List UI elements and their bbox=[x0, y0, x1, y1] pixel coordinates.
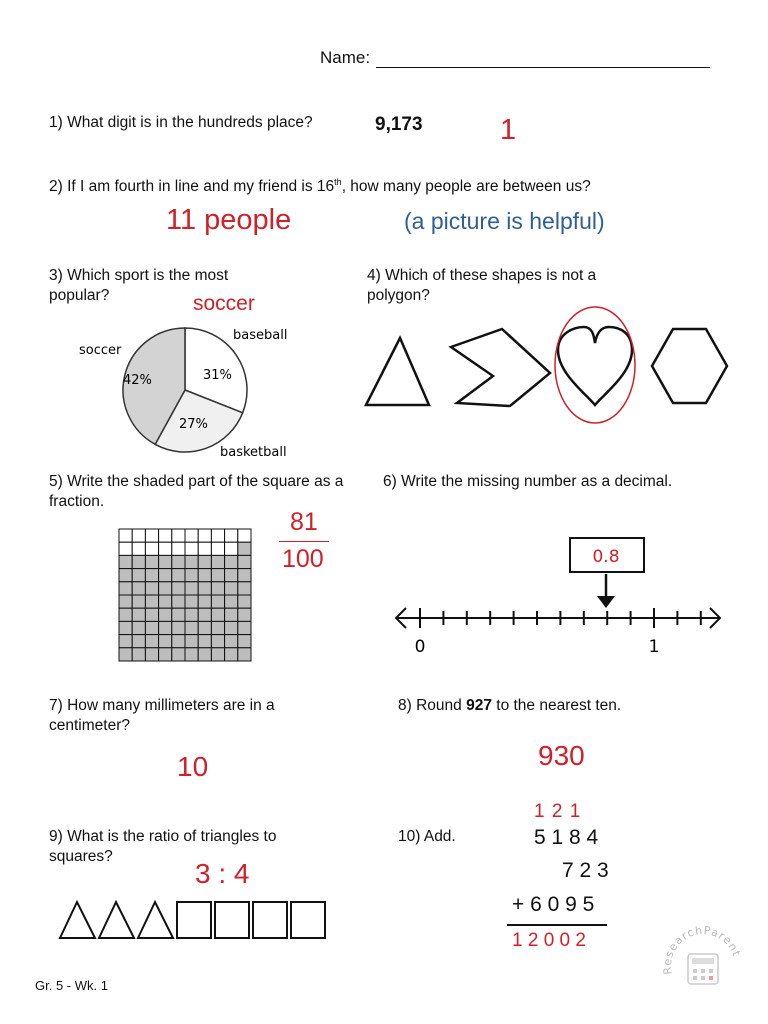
carry-digits: 1 2 1 bbox=[534, 801, 582, 822]
grid-cell bbox=[211, 608, 224, 621]
triangle-icon bbox=[366, 338, 429, 405]
grid-cell bbox=[159, 529, 172, 542]
question-1-number: 9,173 bbox=[375, 114, 423, 135]
sum-line bbox=[507, 924, 607, 926]
grid-cell bbox=[145, 621, 158, 634]
grid-cell bbox=[159, 608, 172, 621]
grid-cell bbox=[185, 569, 198, 582]
grid-cell bbox=[225, 648, 238, 661]
grid-cell bbox=[159, 582, 172, 595]
grid-cell bbox=[145, 635, 158, 648]
question-4-text: 4) Which of these shapes is not a polygon? bbox=[367, 267, 597, 304]
name-label: Name: bbox=[320, 48, 371, 67]
number-line-label-0: 0 bbox=[414, 637, 426, 657]
grid-cell bbox=[159, 621, 172, 634]
pie-chart bbox=[75, 320, 295, 460]
grid-cell bbox=[238, 529, 251, 542]
square-icon bbox=[253, 902, 287, 938]
question-7-answer: 10 bbox=[177, 751, 209, 782]
question-3-text: 3) Which sport is the most popular? bbox=[49, 267, 229, 304]
grid-cell bbox=[225, 555, 238, 568]
grid-cell bbox=[119, 608, 132, 621]
grid-cell bbox=[172, 635, 185, 648]
grid-cell bbox=[211, 582, 224, 595]
question-2-note: (a picture is helpful) bbox=[404, 208, 605, 234]
grid-cell bbox=[132, 555, 145, 568]
grid-cell bbox=[225, 542, 238, 555]
grid-cell bbox=[198, 635, 211, 648]
grid-cell bbox=[225, 608, 238, 621]
grid-cell bbox=[185, 555, 198, 568]
number-line-label-1: 1 bbox=[648, 637, 660, 657]
grid-cell bbox=[119, 595, 132, 608]
grid-cell bbox=[145, 595, 158, 608]
triangle-icon bbox=[99, 902, 134, 938]
grid-cell bbox=[132, 635, 145, 648]
concave-pentagon-icon bbox=[451, 329, 550, 406]
number-line-answer: 0.8 bbox=[592, 547, 620, 567]
question-1-answer: 1 bbox=[500, 114, 517, 146]
question-9-answer: 3 : 4 bbox=[195, 858, 250, 889]
grid-cell bbox=[132, 621, 145, 634]
grid-cell bbox=[145, 555, 158, 568]
pie-label-baseball: baseball bbox=[233, 328, 288, 343]
grid-cell bbox=[211, 529, 224, 542]
grid-cell bbox=[198, 529, 211, 542]
grid-cell bbox=[198, 569, 211, 582]
pie-label-soccer: soccer bbox=[79, 343, 122, 358]
question-6-text: 6) Write the missing number as a decimal. bbox=[383, 473, 673, 490]
grid-cell bbox=[145, 569, 158, 582]
grid-cell bbox=[225, 582, 238, 595]
grid-cell bbox=[145, 542, 158, 555]
question-10-text: 10) Add. bbox=[398, 828, 456, 845]
grid-cell bbox=[185, 648, 198, 661]
grid-cell bbox=[225, 529, 238, 542]
grid-cell bbox=[132, 529, 145, 542]
grid-cell bbox=[185, 595, 198, 608]
grid-cell bbox=[119, 635, 132, 648]
ratio-shapes bbox=[58, 898, 378, 942]
grid-cell bbox=[159, 635, 172, 648]
square-icon bbox=[291, 902, 325, 938]
grid-cell bbox=[119, 582, 132, 595]
grid-cell bbox=[159, 555, 172, 568]
grid-cell bbox=[132, 595, 145, 608]
hexagon-icon bbox=[652, 329, 727, 403]
grid-cell bbox=[185, 621, 198, 634]
grid-cell bbox=[198, 555, 211, 568]
grid-cell bbox=[185, 582, 198, 595]
triangle-icon bbox=[138, 902, 173, 938]
heart-icon bbox=[558, 327, 632, 405]
addend-2: 7 2 3 bbox=[562, 859, 609, 882]
question-2-answer: 11 people bbox=[166, 204, 292, 236]
grid-cell bbox=[132, 542, 145, 555]
grid-cell bbox=[132, 582, 145, 595]
grid-cell bbox=[159, 569, 172, 582]
grid-cell bbox=[225, 595, 238, 608]
grid-cell bbox=[185, 529, 198, 542]
pie-pct-baseball: 31% bbox=[203, 368, 232, 383]
grid-cell bbox=[211, 555, 224, 568]
grid-cell bbox=[198, 542, 211, 555]
triangle-icon bbox=[60, 902, 95, 938]
grid-cell bbox=[185, 635, 198, 648]
grid-cell bbox=[211, 648, 224, 661]
polygon-shapes bbox=[360, 295, 740, 425]
grid-cell bbox=[198, 648, 211, 661]
addend-1: 5 1 8 4 bbox=[534, 826, 599, 849]
grid-cell bbox=[211, 635, 224, 648]
grid-cell bbox=[238, 555, 251, 568]
grid-cell bbox=[211, 621, 224, 634]
grid-cell bbox=[225, 635, 238, 648]
grid-cell bbox=[172, 555, 185, 568]
addend-3: + 6 0 9 5 bbox=[512, 893, 595, 916]
grid-cell bbox=[145, 582, 158, 595]
grid-cell bbox=[238, 542, 251, 555]
grid-cell bbox=[119, 542, 132, 555]
question-5-text: 5) Write the shaded part of the square as a fraction. bbox=[49, 473, 344, 510]
question-3-answer: soccer bbox=[193, 292, 255, 315]
fraction-bar bbox=[279, 541, 329, 542]
grid-cell bbox=[132, 648, 145, 661]
grid-cell bbox=[185, 542, 198, 555]
grid-cell bbox=[225, 621, 238, 634]
fraction-numerator: 81 bbox=[290, 508, 318, 536]
pie-label-basketball: basketball bbox=[220, 445, 287, 460]
sum-answer: 1 2 0 0 2 bbox=[512, 930, 586, 951]
grid-cell bbox=[159, 595, 172, 608]
pie-pct-basketball: 27% bbox=[179, 417, 208, 432]
svg-text:ResearchParent bbox=[661, 924, 744, 975]
grid-cell bbox=[172, 542, 185, 555]
grid-cell bbox=[238, 595, 251, 608]
grid-cell bbox=[211, 595, 224, 608]
grid-cell bbox=[198, 582, 211, 595]
question-9-text: 9) What is the ratio of triangles to squares? bbox=[49, 828, 277, 865]
grid-cell bbox=[238, 635, 251, 648]
grid-cell bbox=[172, 529, 185, 542]
grid-cell bbox=[132, 608, 145, 621]
research-parent-logo bbox=[660, 918, 744, 1002]
grid-cell bbox=[159, 542, 172, 555]
grid-cell bbox=[198, 621, 211, 634]
grid-cell bbox=[132, 569, 145, 582]
grid-cell bbox=[172, 608, 185, 621]
grid-cell bbox=[238, 621, 251, 634]
grid-cell bbox=[145, 608, 158, 621]
grid-cell bbox=[119, 621, 132, 634]
grid-cell bbox=[172, 569, 185, 582]
logo-text: ResearchParent bbox=[660, 923, 744, 976]
question-7-text: 7) How many millimeters are in a centimeter? bbox=[49, 697, 275, 734]
grid-cell bbox=[238, 582, 251, 595]
fraction-denominator: 100 bbox=[282, 545, 324, 573]
grid-cell bbox=[211, 569, 224, 582]
grid-cell bbox=[119, 648, 132, 661]
grid-cell bbox=[119, 529, 132, 542]
grid-cell bbox=[198, 595, 211, 608]
question-1-text: 1) What digit is in the hundreds place? bbox=[49, 114, 313, 131]
grid-cell bbox=[172, 648, 185, 661]
grid-cell bbox=[185, 608, 198, 621]
question-2-text: 2) If I am fourth in line and my friend is 16th, how many people are between us? bbox=[49, 177, 591, 196]
grid-cell bbox=[172, 595, 185, 608]
name-field bbox=[320, 48, 710, 68]
grid-cell bbox=[238, 648, 251, 661]
pie-pct-soccer: 42% bbox=[123, 373, 152, 388]
number-line bbox=[390, 530, 730, 660]
down-arrow-icon bbox=[597, 596, 615, 608]
square-icon bbox=[177, 902, 211, 938]
grid-cell bbox=[211, 542, 224, 555]
grid-cell bbox=[238, 608, 251, 621]
grid-cell bbox=[172, 582, 185, 595]
grid-cell bbox=[145, 529, 158, 542]
name-line bbox=[376, 51, 710, 68]
question-8-answer: 930 bbox=[538, 740, 585, 771]
grid-cell bbox=[198, 608, 211, 621]
grid-cell bbox=[225, 569, 238, 582]
footer-label: Gr. 5 - Wk. 1 bbox=[35, 978, 108, 993]
hundred-grid bbox=[118, 528, 252, 664]
grid-cell bbox=[172, 621, 185, 634]
grid-cell bbox=[238, 569, 251, 582]
grid-cell bbox=[119, 555, 132, 568]
grid-cell bbox=[145, 648, 158, 661]
grid-cell bbox=[119, 569, 132, 582]
question-8-text: 8) Round 927 to the nearest ten. bbox=[398, 697, 622, 714]
square-icon bbox=[215, 902, 249, 938]
grid-cell bbox=[159, 648, 172, 661]
